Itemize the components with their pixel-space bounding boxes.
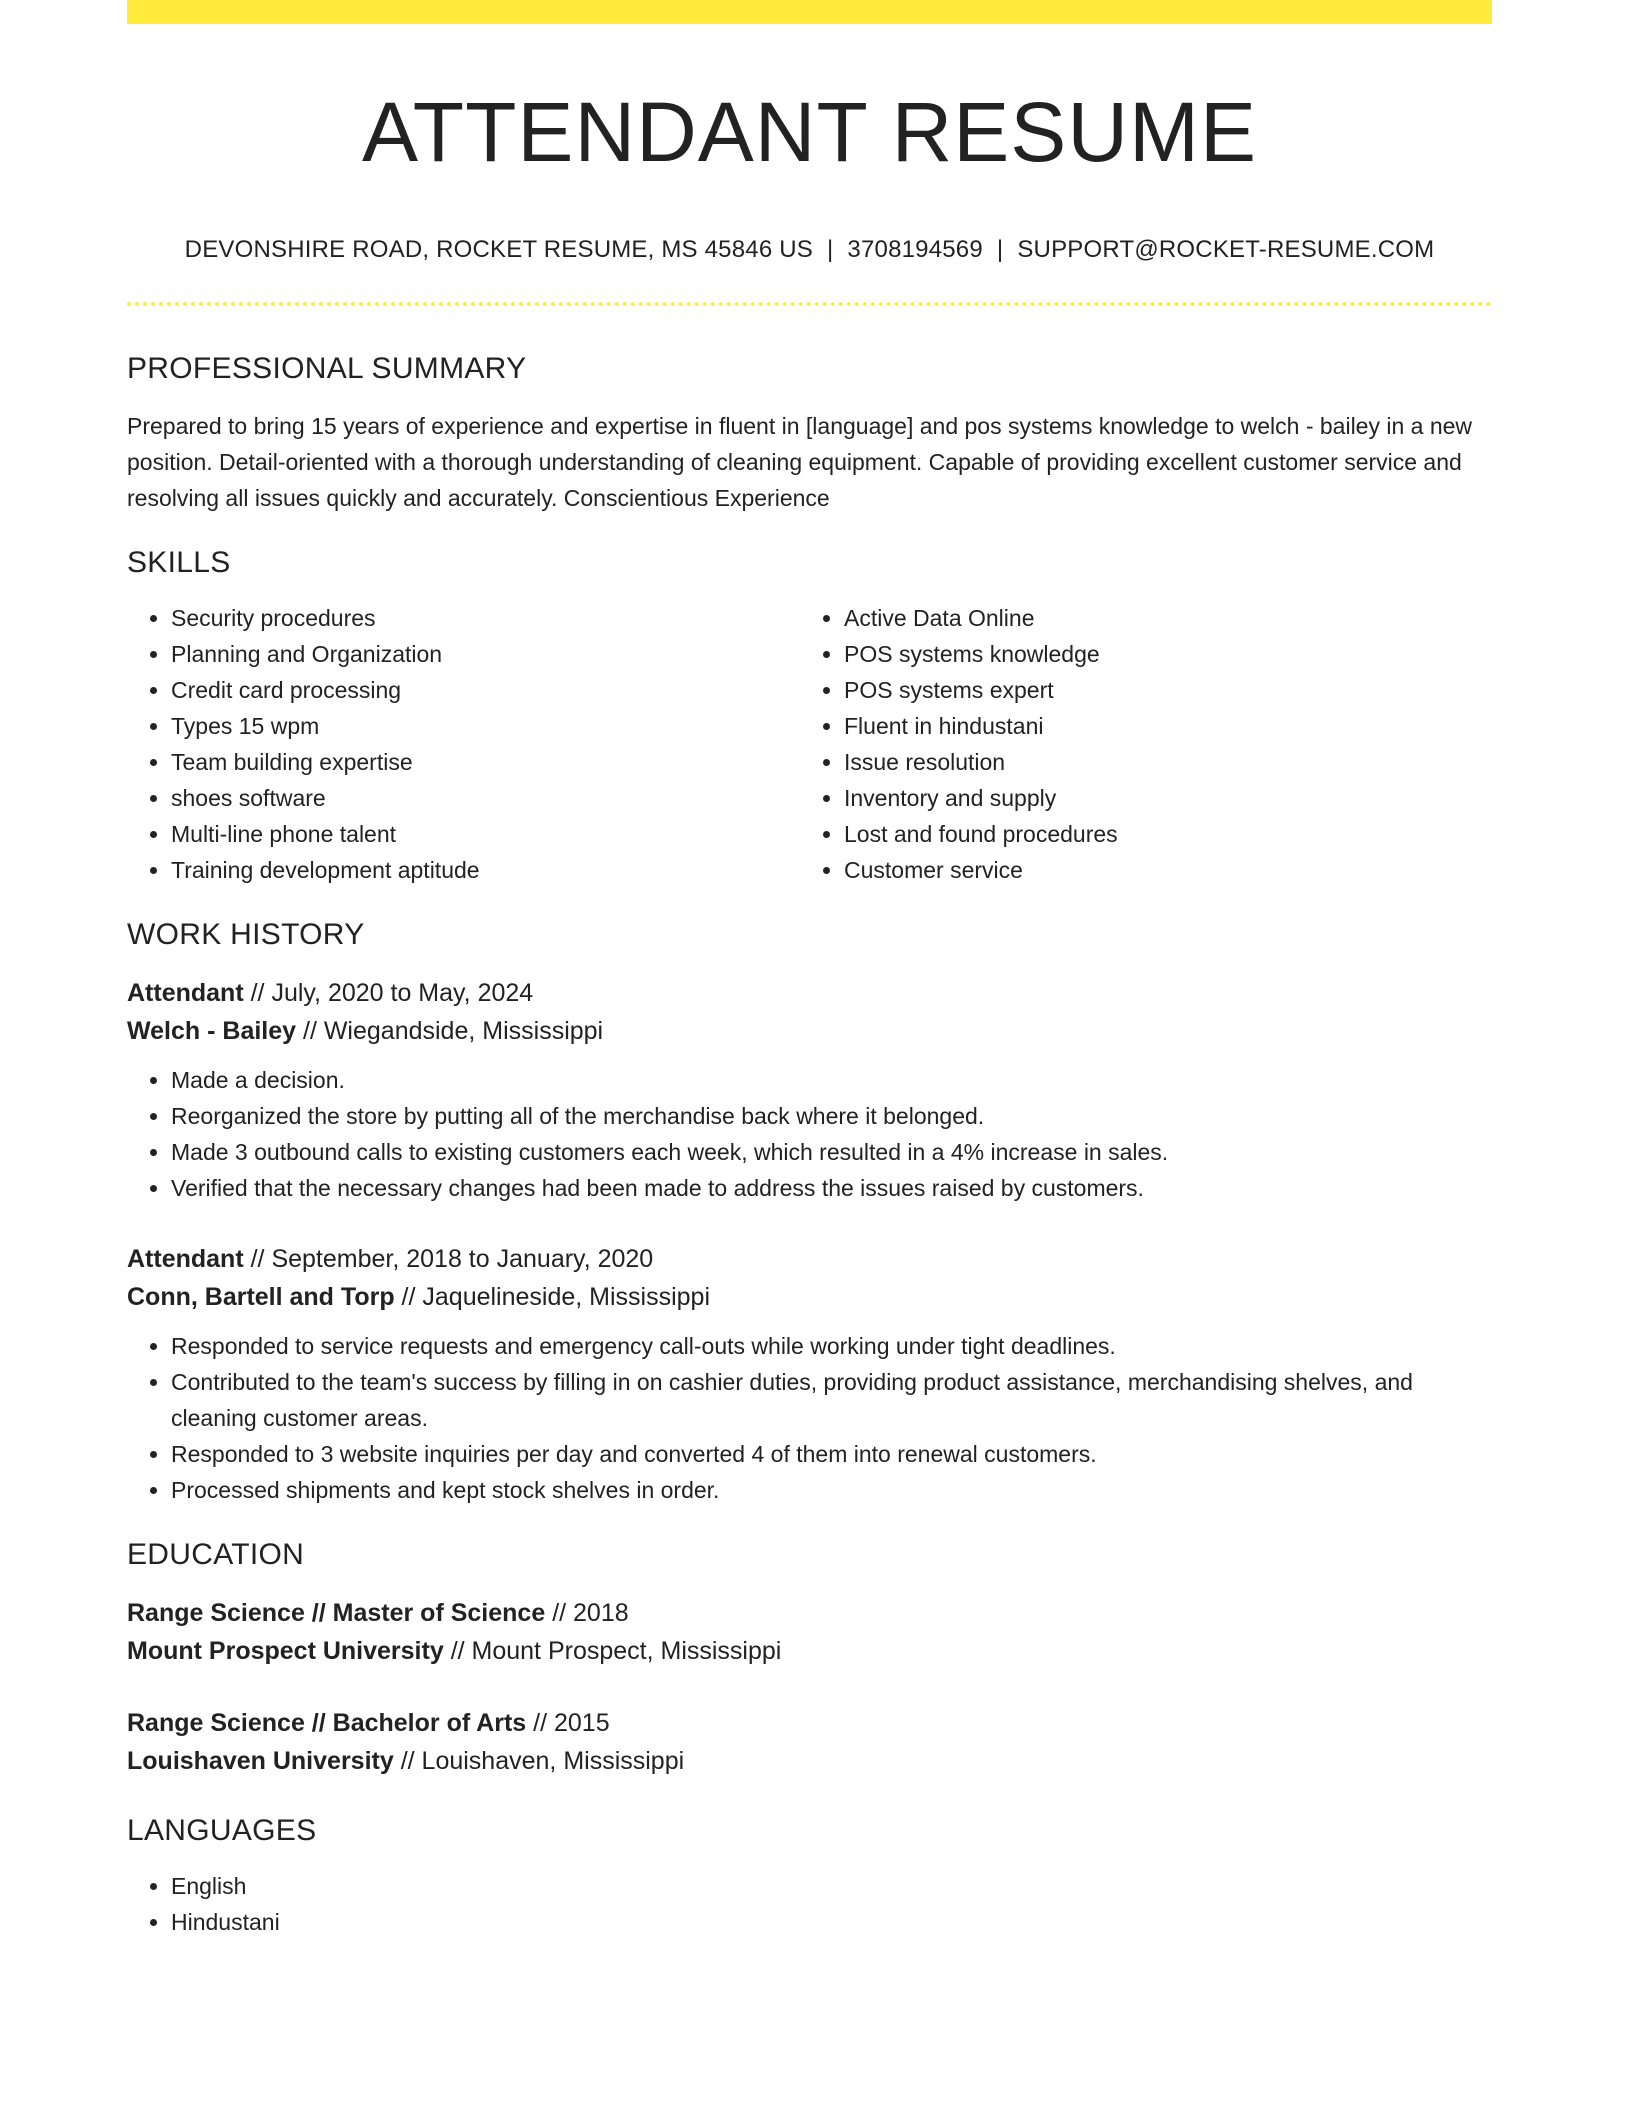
contact-email: SUPPORT@ROCKET-RESUME.COM [1017,236,1435,264]
education-degree: Range Science // Bachelor of Arts [127,1709,527,1738]
education-year: // 2015 [533,1709,610,1738]
skill-item: • Credit card processing [171,672,800,708]
skills-grid [127,600,1492,888]
education-year: // 2018 [552,1599,629,1628]
skill-item: • Types 15 wpm [171,708,800,744]
skill-item: • Lost and found procedures [844,816,1473,852]
contact-separator: | [996,236,1004,264]
skills-list-right [800,600,1473,888]
job-title: Attendant [127,1245,244,1274]
skill-item: • POS systems knowledge [844,636,1473,672]
skill-item: • Active Data Online [844,600,1473,636]
education-entry [127,1594,1492,1670]
job-dates: // September, 2018 to January, 2020 [250,1245,654,1274]
education-school-line [127,1742,1492,1780]
education-school-line [127,1632,1492,1670]
job-location: // Wiegandside, Mississippi [303,1017,604,1046]
skill-item: • Fluent in hindustani [844,708,1473,744]
resume-page [127,0,1492,1940]
contact-separator: | [826,236,834,264]
skill-item: • Inventory and supply [844,780,1473,816]
dotted-divider [127,302,1492,306]
contact-address: DEVONSHIRE ROAD, ROCKET RESUME, MS 45846 US [184,236,813,264]
languages-heading: LANGUAGES [127,1814,317,1848]
job-title-line [127,1240,1492,1278]
job-entry [127,1240,1492,1508]
skill-item: • Multi-line phone talent [171,816,800,852]
education-location: // Louishaven, Mississippi [400,1747,685,1776]
skills-column-left [127,600,800,888]
job-company: Welch - Bailey [127,1017,297,1046]
language-item: • English [171,1868,1492,1904]
skill-item: • Security procedures [171,600,800,636]
education-degree: Range Science // Master of Science [127,1599,546,1628]
education-school: Mount Prospect University [127,1637,444,1666]
job-company-line [127,1012,1492,1050]
job-bullet: • Made a decision. [171,1062,1492,1098]
job-bullet: • Contributed to the team's success by filling in on cashier duties, providing product assistance, merchandising shelves, and cleaning customer areas. [171,1364,1492,1436]
skill-item: • Training development aptitude [171,852,800,888]
education-degree-line [127,1594,1492,1632]
job-bullet: • Made 3 outbound calls to existing customers each week, which resulted in a 4% increase in sales. [171,1134,1492,1170]
summary-heading: PROFESSIONAL SUMMARY [127,352,527,386]
job-bullets [127,1328,1492,1508]
contact-phone: 3708194569 [847,236,983,264]
languages-list [127,1868,1492,1940]
education-degree-line [127,1704,1492,1742]
education-school: Louishaven University [127,1747,394,1776]
job-bullet: • Processed shipments and kept stock shelves in order. [171,1472,1492,1508]
job-bullet: • Responded to 3 website inquiries per day and converted 4 of them into renewal customers. [171,1436,1492,1472]
work-history-heading: WORK HISTORY [127,918,365,952]
skill-item: • POS systems expert [844,672,1473,708]
skill-item: • Planning and Organization [171,636,800,672]
summary-text: Prepared to bring 15 years of experience and expertise in fluent in [language] and pos systems knowledge to welch - bailey in a new position. Detail-oriented with a thorough understanding of cleaning equipment. Capable of providing excellent customer service and resolving all issues quickly and accurately. Conscientious Experience [127,413,1473,512]
job-bullet: • Verified that the necessary changes had been made to address the issues raised by customers. [171,1170,1492,1206]
job-bullets [127,1062,1492,1206]
skills-column-right [800,600,1473,888]
resume-title: ATTENDANT RESUME [362,85,1257,179]
education-location: // Mount Prospect, Mississippi [450,1637,782,1666]
job-bullet: • Reorganized the store by putting all of the merchandise back where it belonged. [171,1098,1492,1134]
job-bullet: • Responded to service requests and emergency call-outs while working under tight deadlines. [171,1328,1492,1364]
job-dates: // July, 2020 to May, 2024 [250,979,534,1008]
job-title: Attendant [127,979,244,1008]
job-location: // Jaquelineside, Mississippi [401,1283,711,1312]
skill-item: • Team building expertise [171,744,800,780]
job-company-line [127,1278,1492,1316]
language-item: • Hindustani [171,1904,1492,1940]
skill-item: • shoes software [171,780,800,816]
job-company: Conn, Bartell and Torp [127,1283,395,1312]
skills-list-left [127,600,800,888]
education-heading: EDUCATION [127,1538,305,1572]
skill-item: • Customer service [844,852,1473,888]
skill-item: • Issue resolution [844,744,1473,780]
job-entry [127,974,1492,1206]
education-entry [127,1704,1492,1780]
top-accent-bar [127,0,1492,24]
contact-line [127,236,1492,264]
skills-heading: SKILLS [127,546,231,580]
job-title-line [127,974,1492,1012]
